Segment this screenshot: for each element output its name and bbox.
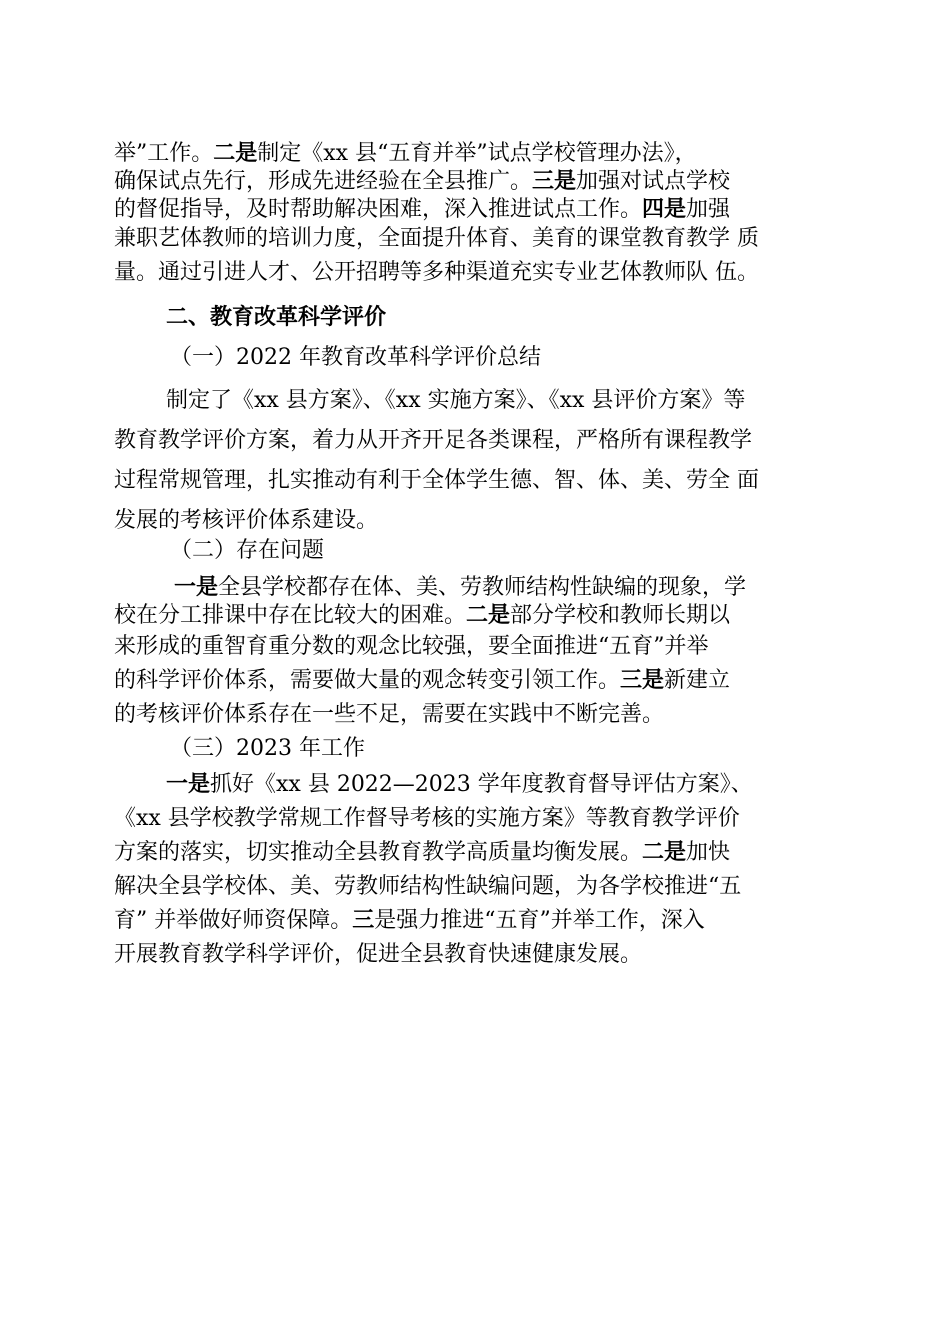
- text-run: 举”工作。: [114, 141, 214, 166]
- paragraph-4: [114, 768, 844, 972]
- text-line: [114, 664, 844, 698]
- bold-keyword: 二是: [642, 840, 687, 865]
- text-run: 方案的落实，切实推动全县教育教学高质量均衡发展。: [114, 840, 643, 865]
- bold-keyword: 一是: [166, 772, 211, 797]
- text-line: 来形成的重智育重分数的观念比较强，要全面推进“五育”并举: [114, 634, 709, 659]
- text-run: 加快: [686, 840, 731, 865]
- section-heading: 二、教育改革科学评价: [166, 304, 387, 330]
- text-run: 的科学评价体系，需要做大量的观念转变引领工作。: [114, 668, 621, 693]
- text-line: 的考核评价体系存在一些不足，需要在实践中不断完善。: [114, 702, 665, 727]
- text-line: [114, 904, 844, 938]
- text-run: 抓好《xx 县 2022—2023 学年度教育督导评估方案》、: [210, 772, 753, 797]
- text-run: 加强: [686, 197, 731, 222]
- bold-keyword: 四是: [642, 197, 687, 222]
- text-run: 制定《xx 县“五育并举”试点学校管理办法》，: [257, 141, 697, 166]
- paragraph-1: [114, 137, 844, 221]
- text-line: [114, 165, 844, 193]
- text-run: 确保试点先行，形成先进经验在全县推广。: [114, 169, 533, 194]
- text-run: 加强对试点学校: [576, 169, 731, 194]
- text-line: 量。通过引进人才、公开招聘等多种渠道充实专业艺体教师队 伍。: [114, 260, 759, 285]
- text-line: [114, 836, 844, 870]
- text-line: 开展教育教学科学评价，促进全县教育快速健康发展。: [114, 942, 643, 967]
- text-run: 全县学校都存在体、美、劳教师结构性缺编的现象，学: [218, 575, 747, 600]
- subsection-heading: （二）存在问题: [170, 538, 325, 563]
- paragraph-1-tail: [114, 222, 844, 290]
- paragraph-3-tail: [114, 630, 844, 732]
- text-line: [114, 193, 844, 221]
- bold-keyword: 三: [352, 908, 375, 933]
- bold-keyword: 三是: [532, 169, 577, 194]
- bold-keyword: 二是: [213, 141, 258, 166]
- text-line: 过程常规管理，扎实推动有利于全体学生德、智、体、美、劳全 面: [114, 468, 759, 493]
- text-line: [114, 599, 844, 627]
- bold-keyword: 一是: [174, 575, 219, 600]
- text-run: 新建立: [664, 668, 731, 693]
- text-line: 发展的考核评价体系建设。: [114, 508, 379, 533]
- subsection-heading: （一）2022 年教育改革科学评价总结: [170, 345, 541, 370]
- bold-keyword: 三是: [620, 668, 665, 693]
- text-run: 是强力推进“五育”并举工作，深入: [374, 908, 705, 933]
- paragraph-3: [114, 571, 844, 627]
- text-line: [114, 137, 844, 165]
- text-run: 校在分工排课中存在比较大的困难。: [114, 603, 467, 628]
- text-line: [114, 768, 844, 802]
- text-line: 兼职艺体教师的培训力度，全面提升体育、美育的课堂教育教学 质: [114, 226, 759, 251]
- text-line: 解决全县学校体、美、劳教师结构性缺编问题，为各学校推进“五: [114, 874, 742, 899]
- text-line: 《xx 县学校教学常规工作督导考核的实施方案》等教育教学评价: [114, 806, 740, 831]
- subsection-heading: （三）2023 年工作: [170, 736, 365, 761]
- bold-keyword: 二是: [466, 603, 511, 628]
- text-run: 部分学校和教师长期以: [510, 603, 731, 628]
- text-run: 育” 并举做好师资保障。: [114, 908, 353, 933]
- text-run: 的督促指导，及时帮助解决困难，深入推进试点工作。: [114, 197, 643, 222]
- text-line: 教育教学评价方案，着力从开齐开足各类课程，严格所有课程教学: [114, 428, 753, 453]
- paragraph-2: [114, 381, 844, 541]
- text-line: 制定了《xx 县方案》、《xx 实施方案》、《xx 县评价方案》等: [166, 388, 746, 413]
- text-line: [114, 571, 844, 599]
